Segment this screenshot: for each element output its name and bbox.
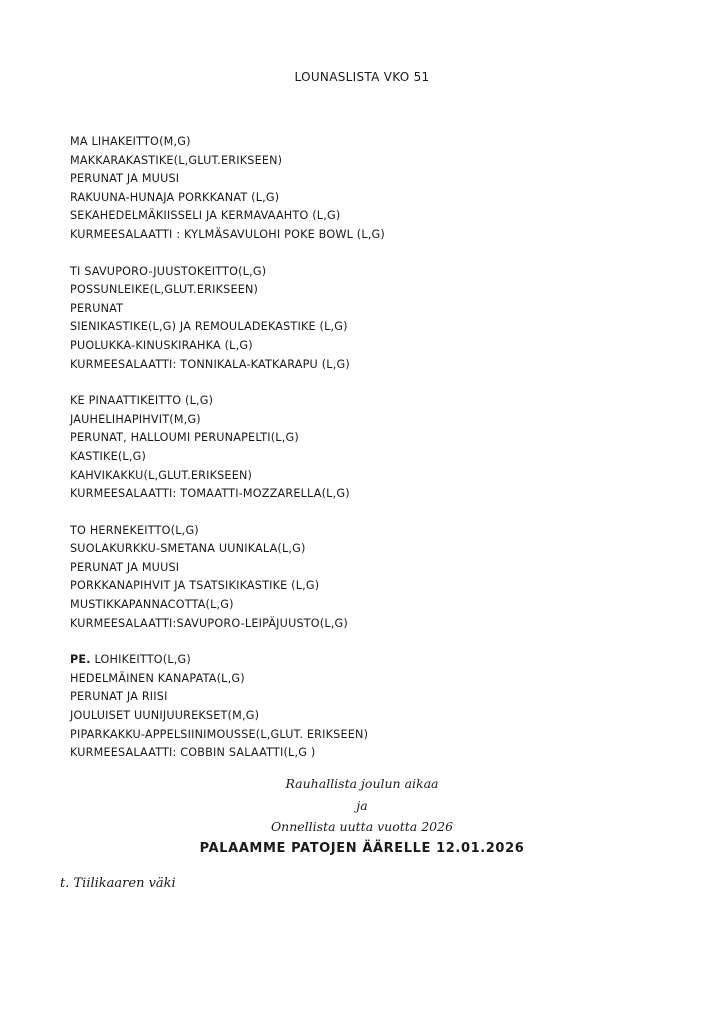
menu-line: KURMEESALAATTI: TOMAATTI-MOZZARELLA(L,G) xyxy=(70,487,350,501)
menu-line: POSSUNLEIKE(L,GLUT.ERIKSEEN) xyxy=(70,283,259,297)
menu-line: PERUNAT JA MUUSI xyxy=(70,172,180,186)
menu-item: PINAATTIKEITTO (L,G) xyxy=(88,394,214,408)
menu-item: LIHAKEITTO(M,G) xyxy=(91,135,191,148)
menu-line: KASTIKE(L,G) xyxy=(70,449,147,463)
menu-line: PUOLUKKA-KINUSKIRAHKA (L,G) xyxy=(70,338,253,352)
menu-line: PIPARKAKKU-APPELSIINIMOUSSE(L,GLUT. ERIKSEEN) xyxy=(70,727,369,741)
menu-line: KURMEESALAATTI:SAVUPORO-LEIPÄJUUSTO(L,G) xyxy=(70,616,348,630)
menu-line: KURMEESALAATTI: TONNIKALA-KATKARAPU (L,G) xyxy=(70,357,350,371)
day-thursday xyxy=(70,522,670,634)
menu-item: HERNEKEITTO(L,G) xyxy=(89,523,199,537)
menu-line: PERUNAT JA MUUSI xyxy=(70,560,180,574)
day-prefix: PE. xyxy=(70,653,91,667)
menu-line: RAKUUNA-HUNAJA PORKKANAT (L,G) xyxy=(70,190,280,204)
menu-line: KURMEESALAATTI : KYLMÄSAVULOHI POKE BOWL (L,G) xyxy=(70,227,385,241)
menu-line: SEKAHEDELMÄKIISSELI JA KERMAVAAHTO (L,G) xyxy=(70,209,341,223)
menu-line xyxy=(70,651,670,670)
day-prefix: TO xyxy=(70,523,87,537)
menu-line: PERUNAT xyxy=(70,301,124,315)
menu-line: KAHVIKAKKU(L,GLUT.ERIKSEEN) xyxy=(70,468,253,482)
return-notice: PALAAMME PATOJEN ÄÄRELLE 12.01.2026 xyxy=(199,840,525,856)
menu-line xyxy=(70,522,670,541)
menu-line xyxy=(70,133,670,152)
menu-line xyxy=(70,392,670,411)
menu-line: MAKKARAKASTIKE(L,GLUT.ERIKSEEN) xyxy=(70,153,283,167)
menu-line: PORKKANAPIHVIT JA TSATSIKIKASTIKE (L,G) xyxy=(70,579,320,593)
day-tuesday xyxy=(70,263,670,375)
menu-line: PERUNAT, HALLOUMI PERUNAPELTI(L,G) xyxy=(70,431,299,445)
weekly-menu xyxy=(70,133,670,781)
greeting-line: Rauhallista joulun aikaa xyxy=(285,776,439,791)
menu-line: KURMEESALAATTI: COBBIN SALAATTI(L,G ) xyxy=(70,746,316,760)
day-friday xyxy=(70,651,670,763)
day-monday xyxy=(70,133,670,245)
menu-line: HEDELMÄINEN KANAPATA(L,G) xyxy=(70,671,245,685)
day-wednesday xyxy=(70,392,670,504)
menu-line: MUSTIKKAPANNACOTTA(L,G) xyxy=(70,598,234,612)
menu-line: PERUNAT JA RIISI xyxy=(70,690,168,704)
greeting-line: Onnellista uutta vuotta 2026 xyxy=(270,819,454,834)
menu-line: JAUHELIHAPIHVIT(M,G) xyxy=(70,412,201,426)
signature: t. Tiilikaaren väki xyxy=(60,876,176,891)
menu-line xyxy=(70,263,670,282)
greeting-line: ja xyxy=(356,797,368,813)
menu-line: SUOLAKURKKU-SMETANA UUNIKALA(L,G) xyxy=(70,542,306,556)
menu-line: JOULUISET UUNIJUUREKSET(M,G) xyxy=(70,709,260,723)
menu-item: LOHIKEITTO(L,G) xyxy=(94,653,191,667)
holiday-greeting xyxy=(0,773,724,859)
page-title: LOUNASLISTA VKO 51 xyxy=(294,70,430,84)
day-prefix: KE xyxy=(70,394,85,408)
day-prefix: TI xyxy=(70,264,81,278)
menu-line: SIENIKASTIKE(L,G) JA REMOULADEKASTIKE (L,G) xyxy=(70,320,348,334)
day-prefix: MA xyxy=(70,135,88,148)
menu-item: SAVUPORO-JUUSTOKEITTO(L,G) xyxy=(84,264,267,278)
